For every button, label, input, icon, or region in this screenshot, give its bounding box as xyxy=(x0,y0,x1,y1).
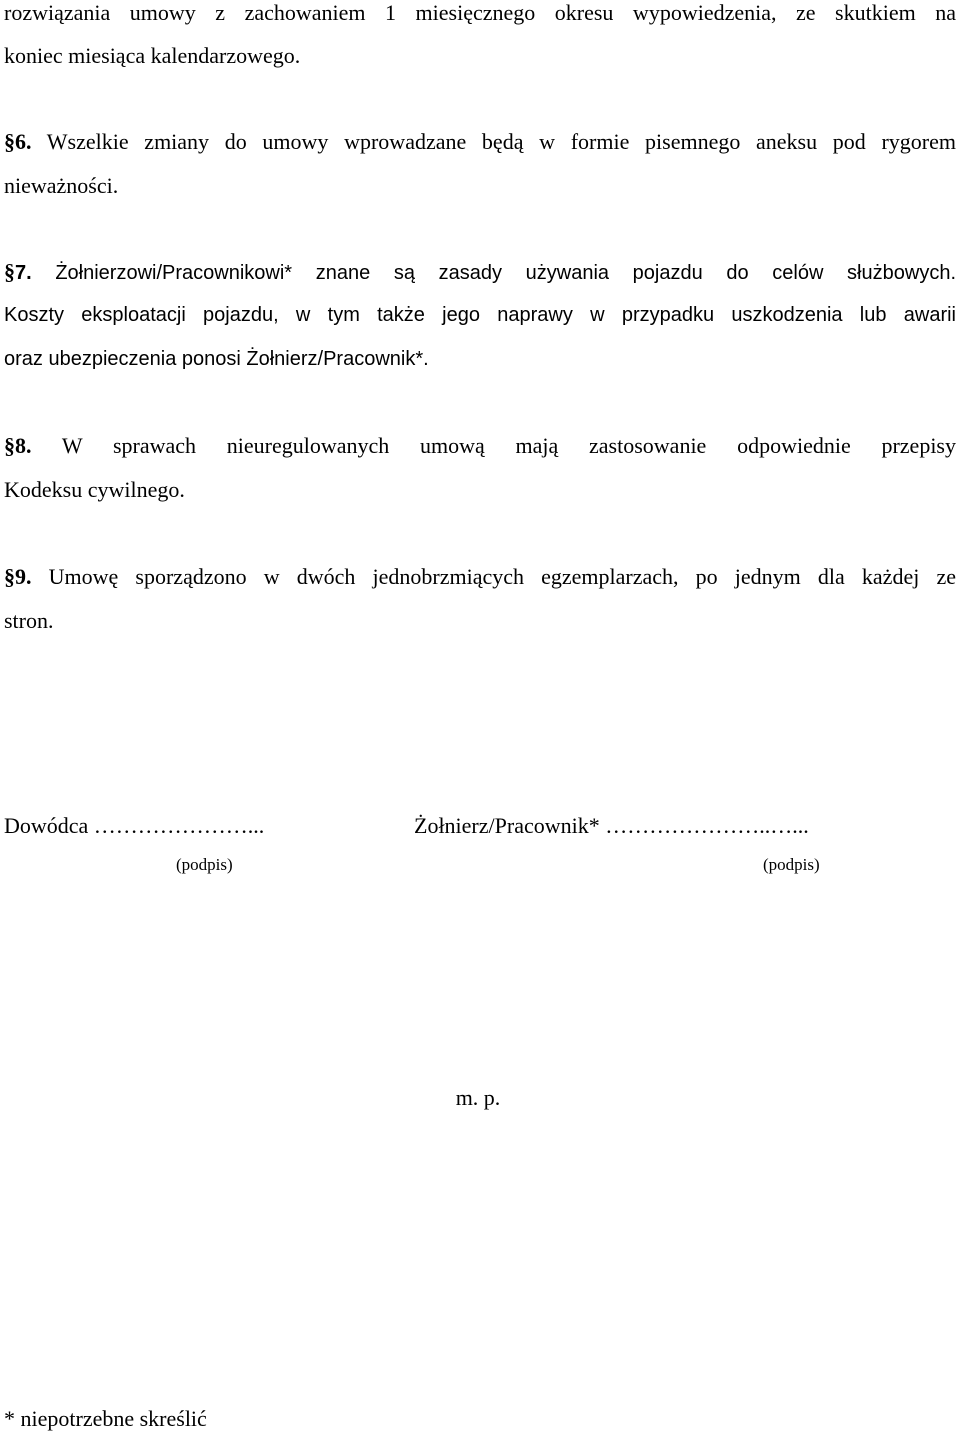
paragraph-7-line-2: Koszty eksploatacji pojazdu, w tym także jego naprawy w przypadku uszkodzenia lub awarii xyxy=(4,304,956,326)
paragraph-7-text: Żołnierzowi/Pracownikowi* znane są zasady używania pojazdu do celów służbowych. xyxy=(31,262,956,284)
paragraph-7-line-1 xyxy=(4,261,956,283)
commander-signature-note: (podpis) xyxy=(176,855,233,874)
soldier-signature-note: (podpis) xyxy=(763,855,820,874)
section-number: 8. xyxy=(15,433,32,458)
paragraph-9-text: Umowę sporządzono w dwóch jednobrzmiących egzemplarzach, po jednym dla każdej ze xyxy=(31,564,956,589)
paragraph-9-line-1 xyxy=(4,566,956,588)
paragraph-6-line-2: nieważności. xyxy=(4,173,119,198)
footnote: * niepotrzebne skreślić xyxy=(4,1406,207,1431)
section-symbol: § xyxy=(4,259,15,284)
section-number: 7. xyxy=(15,262,32,284)
paragraph-6-text: Wszelkie zmiany do umowy wprowadzane będą w formie pisemnego aneksu pod rygorem xyxy=(31,129,956,154)
section-symbol: § xyxy=(4,564,15,589)
paragraph-8-line-1 xyxy=(4,435,956,457)
soldier-signature-line: Żołnierz/Pracownik* …………………..…... xyxy=(414,813,809,838)
paragraph-5-line-2: koniec miesiąca kalendarzowego. xyxy=(4,43,301,68)
paragraph-6-line-1 xyxy=(4,131,956,153)
paragraph-8-text: W sprawach nieuregulowanych umową mają zastosowanie odpowiednie przepisy xyxy=(31,433,956,458)
section-number: 9. xyxy=(15,564,32,589)
section-symbol: § xyxy=(4,129,15,154)
paragraph-9-line-2: stron. xyxy=(4,608,54,633)
commander-signature-line: Dowódca …………………... xyxy=(4,813,265,838)
stamp-place: m. p. xyxy=(455,1085,501,1110)
paragraph-5-line-1: rozwiązania umowy z zachowaniem 1 miesięcznego okresu wypowiedzenia, ze skutkiem na xyxy=(4,0,956,25)
section-symbol: § xyxy=(4,433,15,458)
paragraph-7-line-3: oraz ubezpieczenia ponosi Żołnierz/Pracownik*. xyxy=(4,348,429,370)
paragraph-8-line-2: Kodeksu cywilnego. xyxy=(4,477,185,502)
section-number: 6. xyxy=(15,129,32,154)
